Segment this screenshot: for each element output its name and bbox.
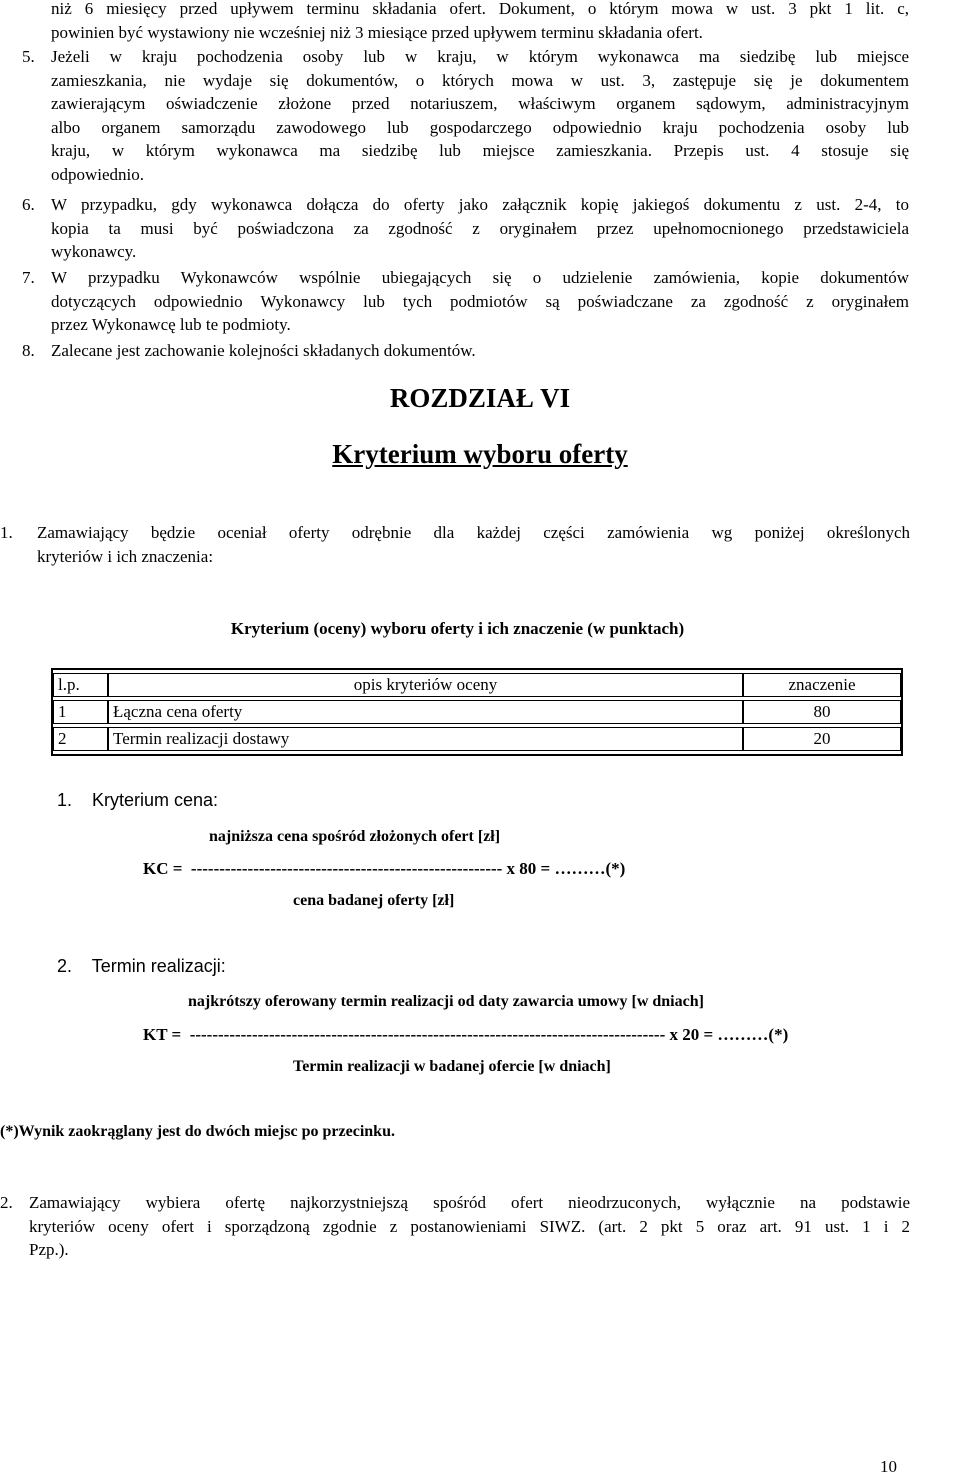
item-number: 5. xyxy=(22,47,35,66)
item-number: 6. xyxy=(22,195,35,214)
time-formula-numerator: najkrótszy oferowany termin realizacji od daty zawarcia umowy [w dniach] xyxy=(188,993,704,1010)
page-number: 10 xyxy=(880,1457,897,1476)
text-line: wykonawcy. xyxy=(51,242,137,262)
cell-lp: 1 xyxy=(53,700,108,724)
point-number: 2. xyxy=(0,1193,13,1212)
text-line: Pzp.). xyxy=(29,1240,69,1260)
point-2-paragraph xyxy=(29,1191,910,1262)
text-line: zawierającym oświadczenie złożone przed notariuszem, właściwym organem sądowym, administracyjnym xyxy=(51,94,909,114)
text-line: kraju, w którym wykonawca ma siedzibę lub miejsce zamieszkania. Przepis ust. 4 stosuje się xyxy=(51,141,909,161)
cell-description: Termin realizacji dostawy xyxy=(108,727,743,751)
header-weight: znaczenie xyxy=(743,673,901,697)
criterion-price-heading: 1. Kryterium cena: xyxy=(57,790,219,810)
rounding-note: (*)Wynik zaokrąglany jest do dwóch miejsc po przecinku. xyxy=(0,1123,395,1140)
item-number: 7. xyxy=(22,268,35,287)
cell-weight: 20 xyxy=(743,727,901,751)
cell-description: Łączna cena oferty xyxy=(108,700,743,724)
item-5-paragraph xyxy=(51,45,909,187)
table-header-row xyxy=(53,673,901,697)
text-line: odpowiednio. xyxy=(51,164,145,184)
point-number: 1. xyxy=(0,523,13,542)
text-line: albo organem samorządu zawodowego lub gospodarczego odpowiednio kraju pochodzenia osoby lub xyxy=(51,117,909,137)
text-line: kryteriów i ich znaczenia: xyxy=(37,546,214,566)
text-line: zamieszkania, nie wydaje się dokumentów, o których mowa w ust. 3, zastępuje się je dokumentem xyxy=(51,70,909,90)
text-line: kopia ta musi być poświadczona za zgodność z oryginałem przez upełnomocnionego przedstawiciela xyxy=(51,218,909,238)
item-8-paragraph xyxy=(51,339,909,363)
cell-lp: 2 xyxy=(53,727,108,751)
text-line: Zamawiający będzie oceniał oferty odrębnie dla każdej części zamówienia wg poniżej określonych xyxy=(37,523,910,542)
cell-weight: 80 xyxy=(743,700,901,724)
table-row xyxy=(53,700,901,724)
text-line: W przypadku, gdy wykonawca dołącza do oferty jako załącznik kopię jakiegoś dokumentu z ust. 2-4, to xyxy=(51,195,909,214)
header-description: opis kryteriów oceny xyxy=(108,673,743,697)
text-line: kryteriów oceny ofert i sporządzoną zgodnie z postanowieniami SIWZ. (art. 2 pkt 5 oraz art. 91 ust. 1 i 2 xyxy=(29,1216,910,1236)
text-line: W przypadku Wykonawców wspólnie ubiegających się o udzielenie zamówienia, kopie dokumentów xyxy=(51,268,909,287)
text-line: Jeżeli w kraju pochodzenia osoby lub w kraju, w którym wykonawca ma siedzibę lub miejsce xyxy=(51,47,909,66)
item-6-paragraph xyxy=(51,193,909,264)
text-line: Zamawiający wybiera ofertę najkorzystniejszą spośród ofert nieodrzuconych, wyłącznie na podstawie xyxy=(29,1193,910,1212)
chapter-title: ROZDZIAŁ VI xyxy=(389,383,571,413)
item-number: 8. xyxy=(22,341,35,360)
time-formula: KT = ------------------------------------------------------------------------------------ x 20 = ………(*) xyxy=(143,1025,789,1044)
chapter-subtitle: Kryterium wyboru oferty xyxy=(332,439,628,469)
item-7-paragraph xyxy=(51,266,909,337)
table-caption: Kryterium (oceny) wyboru oferty i ich znaczenie (w punktach) xyxy=(230,619,685,638)
text-line: przez Wykonawcę lub te podmioty. xyxy=(51,315,291,335)
price-formula-denominator: cena badanej oferty [zł] xyxy=(293,892,455,909)
criteria-table xyxy=(51,668,903,756)
text-line: powinien być wystawiony nie wcześniej niż 3 miesiące przed upływem terminu składania ofert. xyxy=(51,22,703,42)
continuation-paragraph xyxy=(51,0,909,44)
point-1-paragraph xyxy=(37,521,910,568)
time-formula-denominator: Termin realizacji w badanej ofercie [w dniach] xyxy=(293,1058,611,1075)
table-row xyxy=(53,727,901,751)
price-formula: KC = ------------------------------------------------------- x 80 = ………(*) xyxy=(143,859,626,878)
text-line: Zalecane jest zachowanie kolejności składanych dokumentów. xyxy=(51,341,476,360)
criterion-time-heading: 2. Termin realizacji: xyxy=(57,956,226,976)
price-formula-numerator: najniższa cena spośród złożonych ofert [zł] xyxy=(209,828,501,845)
header-lp: l.p. xyxy=(53,673,108,697)
text-line: niż 6 miesięcy przed upływem terminu składania ofert. Dokument, o którym mowa w ust. 3 pkt 1 lit. c, xyxy=(51,0,909,18)
text-line: dotyczących odpowiednio Wykonawcy lub tych podmiotów są poświadczane za zgodność z oryginałem xyxy=(51,291,909,311)
